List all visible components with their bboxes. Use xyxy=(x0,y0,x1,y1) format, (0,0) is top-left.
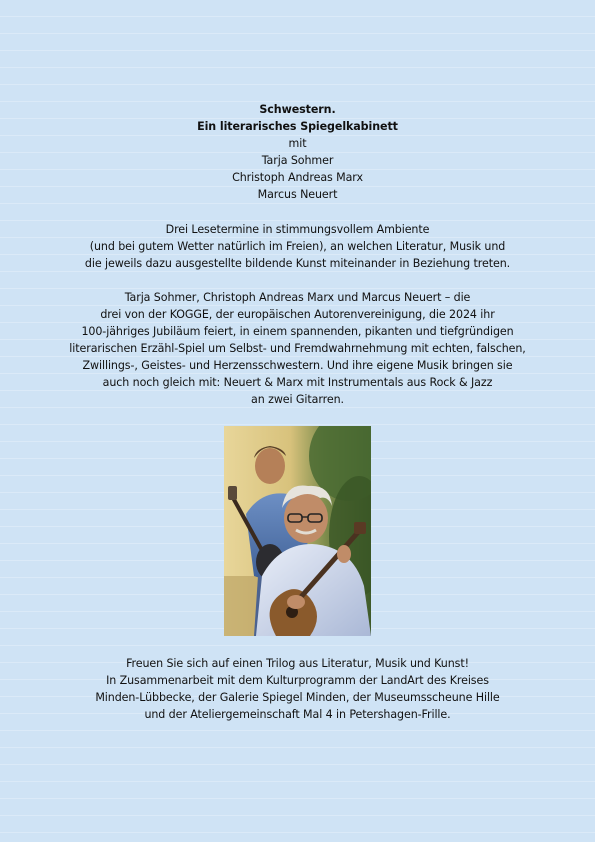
musicians-photo xyxy=(224,426,371,636)
performer-name: Tarja Sohmer xyxy=(261,154,334,167)
description-paragraph xyxy=(20,289,575,408)
description-line: Zwillings-, Geistes- und Herzensschwestern. Und ihre eigene Musik bringen sie xyxy=(82,359,513,372)
closing-line: Minden-Lübbecke, der Galerie Spiegel Minden, der Museumsscheune Hille xyxy=(95,691,500,704)
closing-line: und der Ateliergemeinschaft Mal 4 in Petershagen-Frille. xyxy=(144,708,451,721)
description-line: an zwei Gitarren. xyxy=(251,393,344,406)
with-label: mit xyxy=(288,137,307,150)
description-line: auch noch gleich mit: Neuert & Marx mit Instrumentals aus Rock & Jazz xyxy=(102,376,493,389)
closing-line: In Zusammenarbeit mit dem Kulturprogramm der LandArt des Kreises xyxy=(106,674,489,687)
event-title: Schwestern. xyxy=(259,103,336,116)
event-subtitle: Ein literarisches Spiegelkabinett xyxy=(197,120,398,133)
description-line: 100-jähriges Jubiläum feiert, in einem spannenden, pikanten und tiefgründigen xyxy=(81,325,514,338)
title-block xyxy=(20,101,575,203)
intro-line: (und bei gutem Wetter natürlich im Freien), an welchen Literatur, Musik und xyxy=(89,240,506,253)
intro-line: die jeweils dazu ausgestellte bildende Kunst miteinander in Beziehung treten. xyxy=(84,257,511,270)
description-line: literarischen Erzähl-Spiel um Selbst- und Fremdwahrnehmung mit echten, falschen, xyxy=(69,342,526,355)
intro-paragraph xyxy=(20,221,575,272)
performer-name: Christoph Andreas Marx xyxy=(232,171,363,184)
performer-name: Marcus Neuert xyxy=(257,188,338,201)
description-line: drei von der KOGGE, der europäischen Autorenvereinigung, die 2024 ihr xyxy=(100,308,495,321)
closing-line: Freuen Sie sich auf einen Trilog aus Literatur, Musik und Kunst! xyxy=(126,657,469,670)
description-line: Tarja Sohmer, Christoph Andreas Marx und Marcus Neuert – die xyxy=(124,291,471,304)
intro-line: Drei Lesetermine in stimmungsvollem Ambiente xyxy=(165,223,430,236)
closing-paragraph xyxy=(20,655,575,723)
